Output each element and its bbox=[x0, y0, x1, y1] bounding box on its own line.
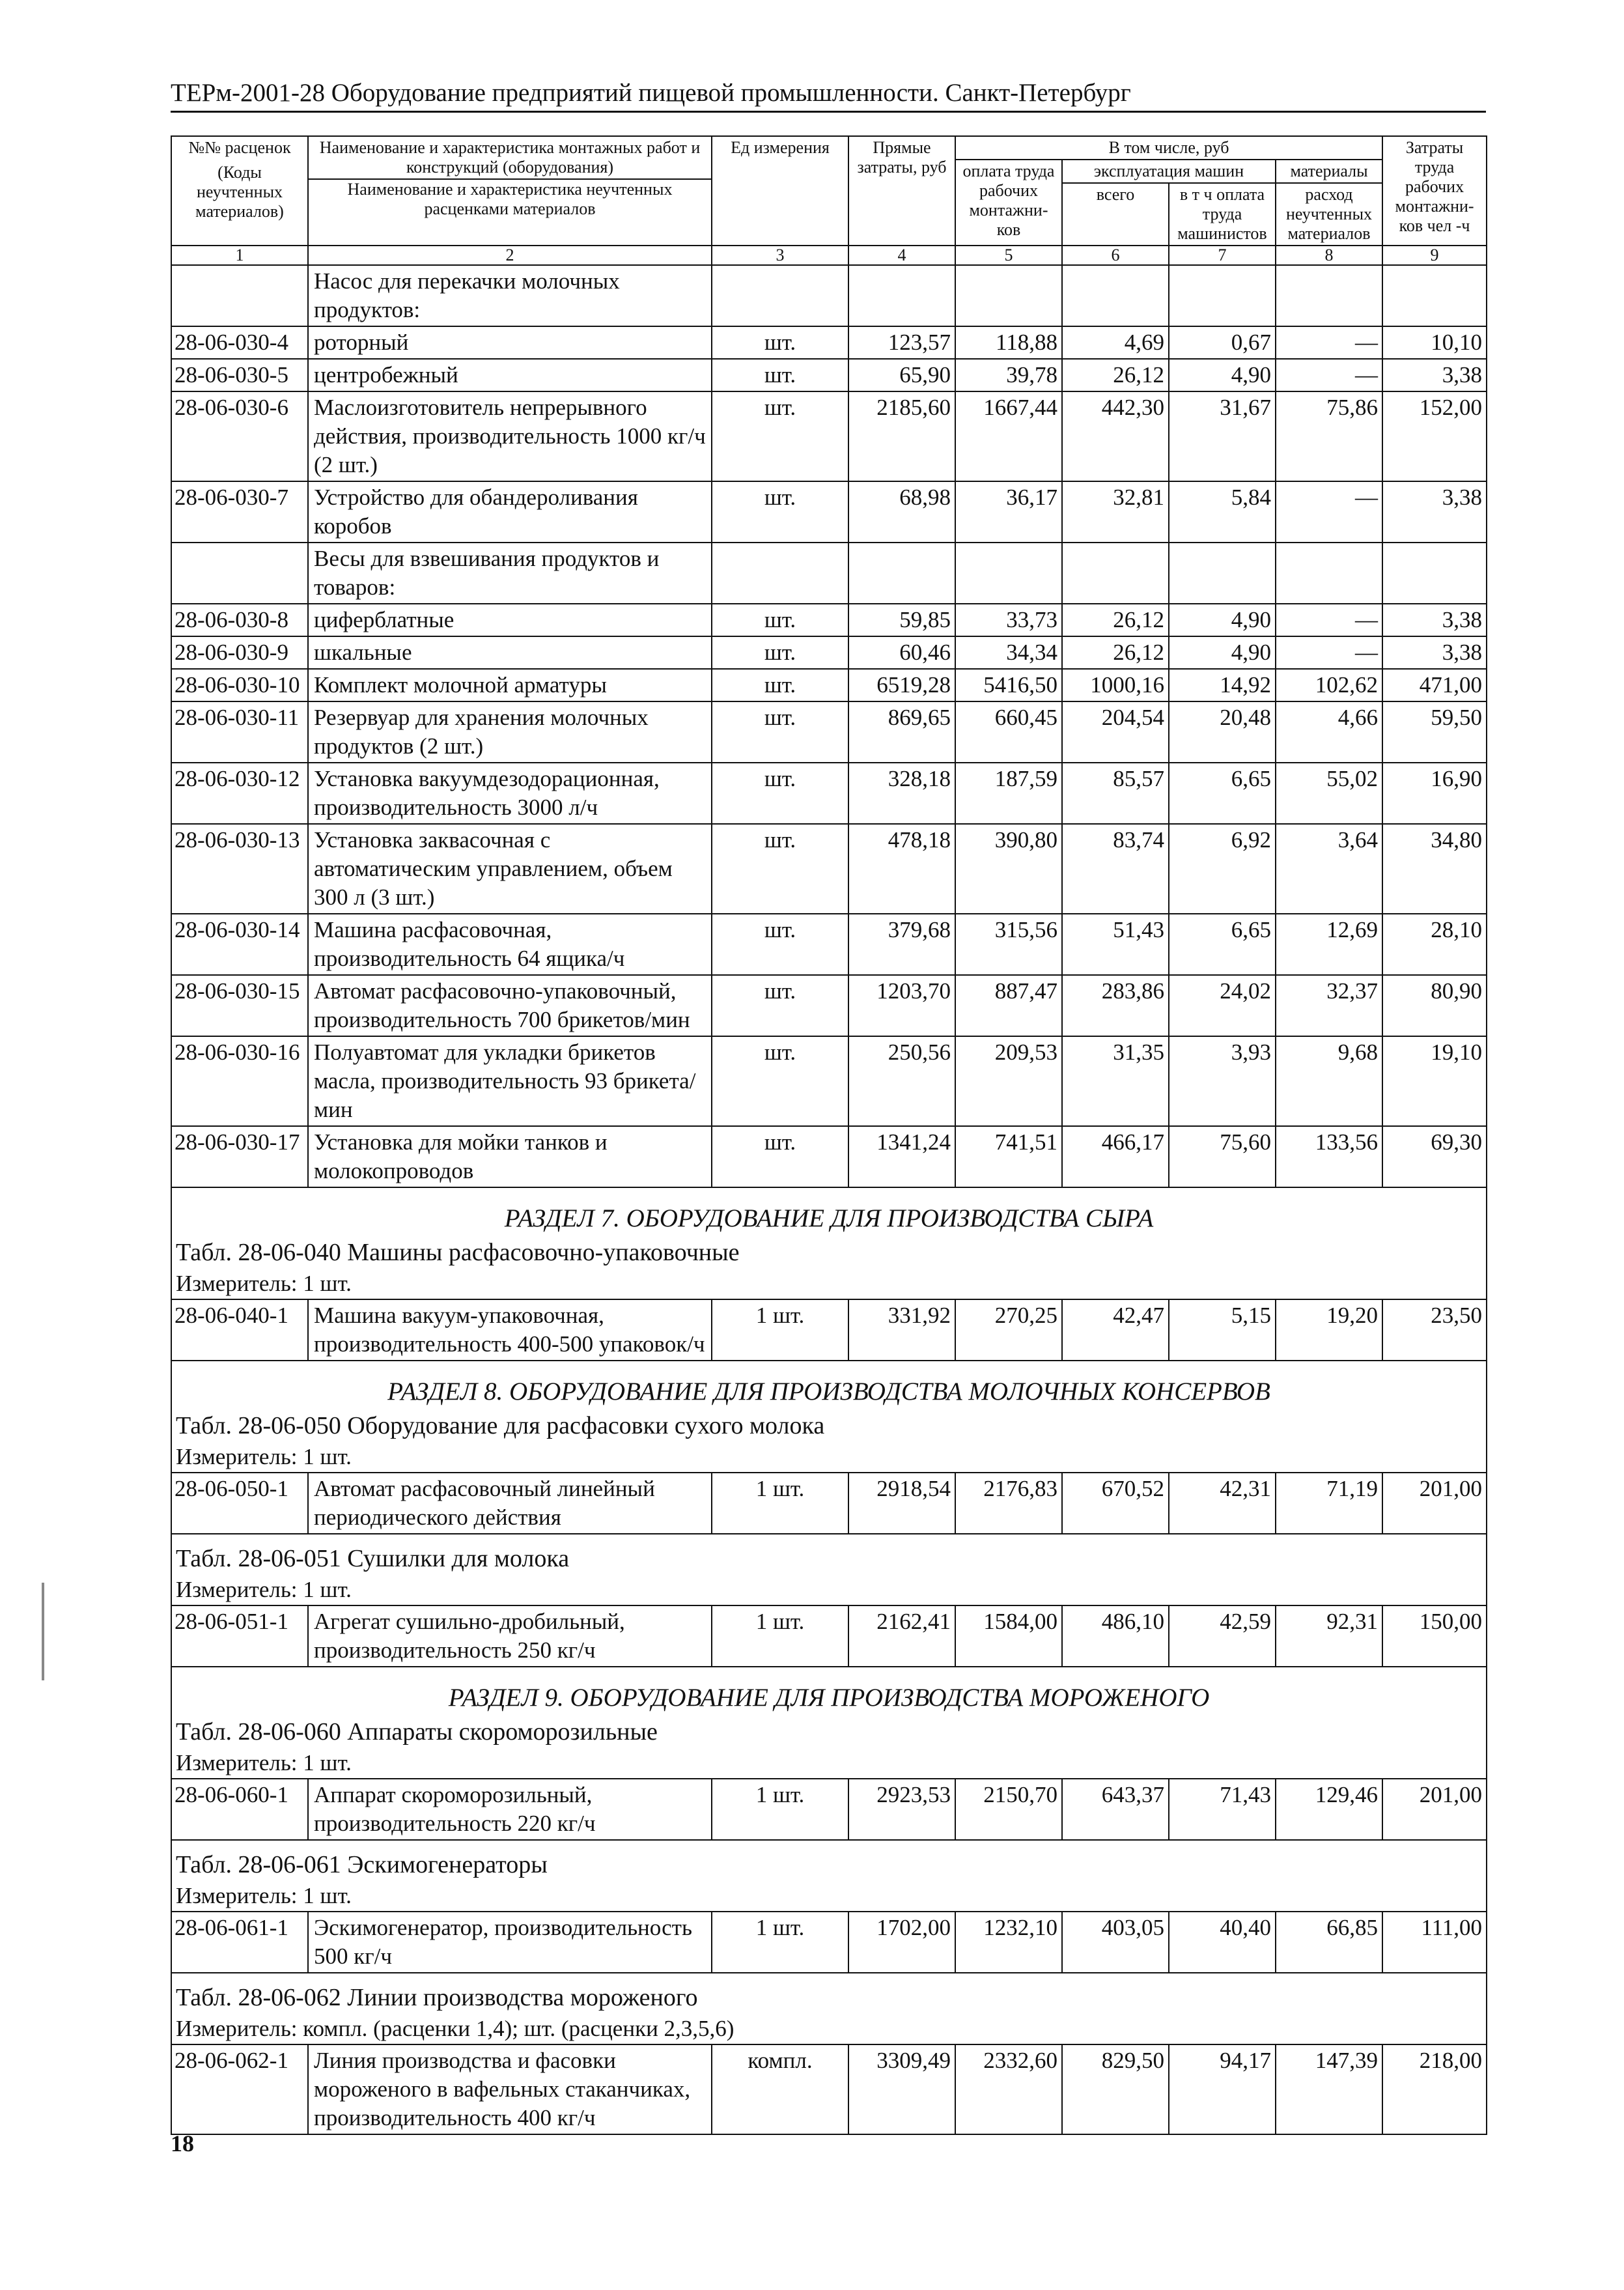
empty-cell bbox=[712, 543, 848, 604]
table-row bbox=[171, 481, 1487, 543]
rate-hours-cell: 3,38 bbox=[1382, 604, 1487, 636]
rate-mach-cell: 829,50 bbox=[1062, 2044, 1169, 2134]
meter-line: Измеритель: компл. (расценки 1,4); шт. (расценки 2,3,5,6) bbox=[171, 2014, 1487, 2044]
rate-mach-labor-cell: 6,65 bbox=[1169, 914, 1276, 975]
rate-direct-cell: 2185,60 bbox=[848, 391, 955, 481]
rate-code-cell: 28-06-030-12 bbox=[171, 763, 308, 824]
rate-labor-cell: 2332,60 bbox=[955, 2044, 1062, 2134]
rate-name-cell: Эскимогенератор, производительность 500 кг/ч bbox=[308, 1912, 712, 1973]
rate-unit-cell: шт. bbox=[712, 1126, 848, 1187]
rate-mach-labor-cell: 6,65 bbox=[1169, 763, 1276, 824]
rate-mach-labor-cell: 6,92 bbox=[1169, 824, 1276, 914]
rate-mach-labor-cell: 94,17 bbox=[1169, 2044, 1276, 2134]
rate-unit-cell: шт. bbox=[712, 481, 848, 543]
rate-direct-cell: 328,18 bbox=[848, 763, 955, 824]
header-code: №№ расценок (Коды неучтенных материалов) bbox=[171, 136, 308, 246]
rate-labor-cell: 887,47 bbox=[955, 975, 1062, 1036]
rate-mach-cell: 4,69 bbox=[1062, 326, 1169, 359]
rate-mach-labor-cell: 3,93 bbox=[1169, 1036, 1276, 1126]
table-row bbox=[171, 265, 1487, 326]
rate-unit-cell: компл. bbox=[712, 2044, 848, 2134]
rate-mach-cell: 26,12 bbox=[1062, 359, 1169, 391]
rate-code-cell: 28-06-060-1 bbox=[171, 1779, 308, 1840]
rate-code-cell: 28-06-051-1 bbox=[171, 1605, 308, 1667]
table-title: Табл. 28-06-040 Машины расфасовочно-упаковочные bbox=[171, 1236, 1487, 1269]
header-name: Наименование и характеристика монтажных работ и конструкций (оборудования) Наименование и характеристика неучтенных расценками материалов bbox=[308, 136, 712, 246]
rate-name-cell: шкальные bbox=[308, 636, 712, 669]
rate-direct-cell: 59,85 bbox=[848, 604, 955, 636]
rate-mat-cell: — bbox=[1276, 481, 1382, 543]
rate-name-cell: центробежный bbox=[308, 359, 712, 391]
rate-direct-cell: 250,56 bbox=[848, 1036, 955, 1126]
rate-mat-cell: 133,56 bbox=[1276, 1126, 1382, 1187]
rate-mat-cell: 4,66 bbox=[1276, 701, 1382, 763]
rate-code-cell: 28-06-030-5 bbox=[171, 359, 308, 391]
rate-name-cell: Машина вакуум-упаковочная, производительность 400-500 упаковок/ч bbox=[308, 1299, 712, 1361]
table-row bbox=[171, 636, 1487, 669]
section-title: РАЗДЕЛ 7. ОБОРУДОВАНИЕ ДЛЯ ПРОИЗВОДСТВА СЫРА bbox=[171, 1187, 1487, 1236]
rate-code-cell: 28-06-030-11 bbox=[171, 701, 308, 763]
empty-cell bbox=[1276, 265, 1382, 326]
rate-labor-cell: 187,59 bbox=[955, 763, 1062, 824]
rate-hours-cell: 201,00 bbox=[1382, 1779, 1487, 1840]
rate-name-cell: Устройство для обандероливания коробов bbox=[308, 481, 712, 543]
rate-labor-cell: 118,88 bbox=[955, 326, 1062, 359]
rate-hours-cell: 218,00 bbox=[1382, 2044, 1487, 2134]
rate-name-cell: Машина расфасовочная, производительность 64 ящика/ч bbox=[308, 914, 712, 975]
empty-cell bbox=[955, 265, 1062, 326]
rate-direct-cell: 2918,54 bbox=[848, 1473, 955, 1534]
rate-labor-cell: 5416,50 bbox=[955, 669, 1062, 701]
rate-labor-cell: 209,53 bbox=[955, 1036, 1062, 1126]
rate-hours-cell: 152,00 bbox=[1382, 391, 1487, 481]
rate-direct-cell: 3309,49 bbox=[848, 2044, 955, 2134]
rate-mat-cell: — bbox=[1276, 359, 1382, 391]
rate-mat-cell: 19,20 bbox=[1276, 1299, 1382, 1361]
rate-labor-cell: 2176,83 bbox=[955, 1473, 1062, 1534]
rate-mat-cell: 12,69 bbox=[1276, 914, 1382, 975]
rate-labor-cell: 741,51 bbox=[955, 1126, 1062, 1187]
rate-mach-cell: 643,37 bbox=[1062, 1779, 1169, 1840]
col-number: 9 bbox=[1382, 246, 1487, 265]
rate-code-cell: 28-06-030-14 bbox=[171, 914, 308, 975]
rate-unit-cell: шт. bbox=[712, 763, 848, 824]
rate-code-cell: 28-06-050-1 bbox=[171, 1473, 308, 1534]
rate-direct-cell: 123,57 bbox=[848, 326, 955, 359]
rate-code-cell: 28-06-062-1 bbox=[171, 2044, 308, 2134]
rate-code-cell: 28-06-040-1 bbox=[171, 1299, 308, 1361]
rate-code-cell: 28-06-061-1 bbox=[171, 1912, 308, 1973]
rate-labor-cell: 1584,00 bbox=[955, 1605, 1062, 1667]
rate-code-cell bbox=[171, 543, 308, 604]
rate-unit-cell: 1 шт. bbox=[712, 1912, 848, 1973]
header-unit: Ед измерения bbox=[712, 136, 848, 246]
rate-mat-cell: 66,85 bbox=[1276, 1912, 1382, 1973]
rate-mat-cell: 3,64 bbox=[1276, 824, 1382, 914]
table-row bbox=[171, 763, 1487, 824]
header-hours: Затраты труда рабочих монтажни-ков чел -ч bbox=[1382, 136, 1487, 246]
rate-unit-cell: шт. bbox=[712, 824, 848, 914]
table-title: Табл. 28-06-050 Оборудование для расфасовки сухого молока bbox=[171, 1409, 1487, 1442]
rate-direct-cell: 379,68 bbox=[848, 914, 955, 975]
rate-code-cell: 28-06-030-16 bbox=[171, 1036, 308, 1126]
header-materials-consumption: расход неучтенных материалов bbox=[1276, 183, 1382, 246]
rate-mach-cell: 83,74 bbox=[1062, 824, 1169, 914]
rate-unit-cell: шт. bbox=[712, 359, 848, 391]
rate-direct-cell: 1203,70 bbox=[848, 975, 955, 1036]
page-header: ТЕРм-2001-28 Оборудование предприятий пищевой промышленности. Санкт-Петербург bbox=[171, 77, 1486, 113]
rate-hours-cell: 59,50 bbox=[1382, 701, 1487, 763]
header-machinists-labor: в т ч оплата труда машинистов bbox=[1169, 183, 1276, 246]
rate-hours-cell: 3,38 bbox=[1382, 481, 1487, 543]
rate-labor-cell: 315,56 bbox=[955, 914, 1062, 975]
table-title: Табл. 28-06-061 Эскимогенераторы bbox=[171, 1840, 1487, 1881]
table-row bbox=[171, 604, 1487, 636]
table-row bbox=[171, 975, 1487, 1036]
table-title-row bbox=[171, 1840, 1487, 1881]
rate-mach-labor-cell: 5,84 bbox=[1169, 481, 1276, 543]
rate-hours-cell: 19,10 bbox=[1382, 1036, 1487, 1126]
rate-mach-labor-cell: 0,67 bbox=[1169, 326, 1276, 359]
col-number: 4 bbox=[848, 246, 955, 265]
rate-code-cell: 28-06-030-8 bbox=[171, 604, 308, 636]
rate-unit-cell: шт. bbox=[712, 701, 848, 763]
table-row bbox=[171, 1036, 1487, 1126]
rate-labor-cell: 33,73 bbox=[955, 604, 1062, 636]
rate-mach-labor-cell: 20,48 bbox=[1169, 701, 1276, 763]
header-direct: Прямые затраты, руб bbox=[848, 136, 955, 246]
table-row bbox=[171, 824, 1487, 914]
table-title-row bbox=[171, 1236, 1487, 1269]
rate-name-cell: Аппарат скороморозильный, производительность 220 кг/ч bbox=[308, 1779, 712, 1840]
rate-unit-cell: 1 шт. bbox=[712, 1299, 848, 1361]
rate-hours-cell: 471,00 bbox=[1382, 669, 1487, 701]
rate-unit-cell: 1 шт. bbox=[712, 1779, 848, 1840]
table-row bbox=[171, 914, 1487, 975]
rate-labor-cell: 390,80 bbox=[955, 824, 1062, 914]
rate-code-cell: 28-06-030-6 bbox=[171, 391, 308, 481]
rate-code-cell: 28-06-030-7 bbox=[171, 481, 308, 543]
rate-hours-cell: 10,10 bbox=[1382, 326, 1487, 359]
rate-mach-cell: 670,52 bbox=[1062, 1473, 1169, 1534]
rate-mat-cell: 147,39 bbox=[1276, 2044, 1382, 2134]
rate-unit-cell: шт. bbox=[712, 391, 848, 481]
empty-cell bbox=[1169, 265, 1276, 326]
rate-labor-cell: 1232,10 bbox=[955, 1912, 1062, 1973]
empty-cell bbox=[1382, 543, 1487, 604]
rate-mach-cell: 51,43 bbox=[1062, 914, 1169, 975]
table-row bbox=[171, 1473, 1487, 1534]
table-row bbox=[171, 1605, 1487, 1667]
rate-name-cell: Маслоизготовитель непрерывного действия, производительность 1000 кг/ч (2 шт.) bbox=[308, 391, 712, 481]
table-row bbox=[171, 2044, 1487, 2134]
rate-mat-cell: — bbox=[1276, 636, 1382, 669]
table-title-row bbox=[171, 1716, 1487, 1748]
rate-mach-labor-cell: 24,02 bbox=[1169, 975, 1276, 1036]
header-group: В том числе, руб bbox=[955, 136, 1382, 160]
table-row bbox=[171, 326, 1487, 359]
rate-direct-cell: 2923,53 bbox=[848, 1779, 955, 1840]
rate-hours-cell: 3,38 bbox=[1382, 359, 1487, 391]
col-number: 3 bbox=[712, 246, 848, 265]
rate-mat-cell: — bbox=[1276, 604, 1382, 636]
rate-mach-cell: 466,17 bbox=[1062, 1126, 1169, 1187]
rate-hours-cell: 111,00 bbox=[1382, 1912, 1487, 1973]
rate-mach-cell: 31,35 bbox=[1062, 1036, 1169, 1126]
group-heading-cell: Весы для взвешивания продуктов и товаров: bbox=[308, 543, 712, 604]
empty-cell bbox=[955, 543, 1062, 604]
rate-labor-cell: 1667,44 bbox=[955, 391, 1062, 481]
header-machines: эксплуатация машин bbox=[1062, 160, 1276, 183]
rate-mach-cell: 486,10 bbox=[1062, 1605, 1169, 1667]
rate-unit-cell: шт. bbox=[712, 636, 848, 669]
table-row bbox=[171, 391, 1487, 481]
rate-hours-cell: 28,10 bbox=[1382, 914, 1487, 975]
empty-cell bbox=[1062, 265, 1169, 326]
table-title-row bbox=[171, 1409, 1487, 1442]
rate-mach-cell: 85,57 bbox=[1062, 763, 1169, 824]
table-title-row bbox=[171, 1534, 1487, 1575]
meter-line-row bbox=[171, 1442, 1487, 1473]
rate-mach-labor-cell: 4,90 bbox=[1169, 359, 1276, 391]
rate-hours-cell: 150,00 bbox=[1382, 1605, 1487, 1667]
table-row bbox=[171, 543, 1487, 604]
rate-name-cell: роторный bbox=[308, 326, 712, 359]
rate-mat-cell: 102,62 bbox=[1276, 669, 1382, 701]
rate-mach-labor-cell: 14,92 bbox=[1169, 669, 1276, 701]
rate-mach-cell: 283,86 bbox=[1062, 975, 1169, 1036]
col-number: 5 bbox=[955, 246, 1062, 265]
rate-hours-cell: 3,38 bbox=[1382, 636, 1487, 669]
table-title-row bbox=[171, 1973, 1487, 2014]
rate-hours-cell: 69,30 bbox=[1382, 1126, 1487, 1187]
meter-line-row bbox=[171, 1575, 1487, 1605]
rate-mat-cell: 9,68 bbox=[1276, 1036, 1382, 1126]
rate-mach-cell: 26,12 bbox=[1062, 636, 1169, 669]
meter-line-row bbox=[171, 1269, 1487, 1299]
rate-code-cell: 28-06-030-10 bbox=[171, 669, 308, 701]
rate-mat-cell: 129,46 bbox=[1276, 1779, 1382, 1840]
rate-name-cell: Резервуар для хранения молочных продуктов (2 шт.) bbox=[308, 701, 712, 763]
table-row bbox=[171, 1299, 1487, 1361]
rate-mach-labor-cell: 4,90 bbox=[1169, 604, 1276, 636]
empty-cell bbox=[1382, 265, 1487, 326]
rate-mat-cell: 32,37 bbox=[1276, 975, 1382, 1036]
col-number: 2 bbox=[308, 246, 712, 265]
rate-labor-cell: 34,34 bbox=[955, 636, 1062, 669]
rate-labor-cell: 270,25 bbox=[955, 1299, 1062, 1361]
rate-hours-cell: 23,50 bbox=[1382, 1299, 1487, 1361]
rate-direct-cell: 2162,41 bbox=[848, 1605, 955, 1667]
rate-unit-cell: шт. bbox=[712, 1036, 848, 1126]
rate-hours-cell: 16,90 bbox=[1382, 763, 1487, 824]
col-number: 8 bbox=[1276, 246, 1382, 265]
rate-mat-cell: 71,19 bbox=[1276, 1473, 1382, 1534]
rate-code-cell bbox=[171, 265, 308, 326]
rate-name-cell: Автомат расфасовочный линейный периодического действия bbox=[308, 1473, 712, 1534]
rate-mat-cell: — bbox=[1276, 326, 1382, 359]
rate-direct-cell: 331,92 bbox=[848, 1299, 955, 1361]
rate-hours-cell: 201,00 bbox=[1382, 1473, 1487, 1534]
meter-line: Измеритель: 1 шт. bbox=[171, 1881, 1487, 1912]
rate-mach-cell: 42,47 bbox=[1062, 1299, 1169, 1361]
rate-mach-cell: 204,54 bbox=[1062, 701, 1169, 763]
rates-table bbox=[171, 135, 1487, 2135]
rate-unit-cell: шт. bbox=[712, 914, 848, 975]
rate-labor-cell: 36,17 bbox=[955, 481, 1062, 543]
col-number: 1 bbox=[171, 246, 308, 265]
header-machines-total: всего bbox=[1062, 183, 1169, 246]
meter-line: Измеритель: 1 шт. bbox=[171, 1575, 1487, 1605]
section-title-row bbox=[171, 1667, 1487, 1716]
rate-mach-cell: 442,30 bbox=[1062, 391, 1169, 481]
rate-name-cell: циферблатные bbox=[308, 604, 712, 636]
table-row bbox=[171, 359, 1487, 391]
page-number: 18 bbox=[171, 2130, 194, 2156]
meter-line-row bbox=[171, 2014, 1487, 2044]
rate-mach-labor-cell: 75,60 bbox=[1169, 1126, 1276, 1187]
rate-unit-cell: шт. bbox=[712, 326, 848, 359]
rate-code-cell: 28-06-030-13 bbox=[171, 824, 308, 914]
rate-mat-cell: 75,86 bbox=[1276, 391, 1382, 481]
rate-mach-cell: 1000,16 bbox=[1062, 669, 1169, 701]
rate-labor-cell: 39,78 bbox=[955, 359, 1062, 391]
rate-code-cell: 28-06-030-17 bbox=[171, 1126, 308, 1187]
rate-name-cell: Линия производства и фасовки мороженого в вафельных стаканчиках, производительность 400 кг/ч bbox=[308, 2044, 712, 2134]
rate-mach-labor-cell: 42,31 bbox=[1169, 1473, 1276, 1534]
rate-unit-cell: шт. bbox=[712, 975, 848, 1036]
empty-cell bbox=[848, 265, 955, 326]
group-heading-cell: Насос для перекачки молочных продуктов: bbox=[308, 265, 712, 326]
rate-mach-labor-cell: 5,15 bbox=[1169, 1299, 1276, 1361]
rate-name-cell: Установка для мойки танков и молокопроводов bbox=[308, 1126, 712, 1187]
col-number: 6 bbox=[1062, 246, 1169, 265]
section-title: РАЗДЕЛ 9. ОБОРУДОВАНИЕ ДЛЯ ПРОИЗВОДСТВА МОРОЖЕНОГО bbox=[171, 1667, 1487, 1716]
table-row bbox=[171, 1779, 1487, 1840]
rate-name-cell: Комплект молочной арматуры bbox=[308, 669, 712, 701]
rate-hours-cell: 34,80 bbox=[1382, 824, 1487, 914]
rate-unit-cell: 1 шт. bbox=[712, 1605, 848, 1667]
rate-mach-cell: 26,12 bbox=[1062, 604, 1169, 636]
rate-mach-labor-cell: 4,90 bbox=[1169, 636, 1276, 669]
col-number: 7 bbox=[1169, 246, 1276, 265]
rate-mach-cell: 403,05 bbox=[1062, 1912, 1169, 1973]
rate-hours-cell: 80,90 bbox=[1382, 975, 1487, 1036]
rate-unit-cell: 1 шт. bbox=[712, 1473, 848, 1534]
table-title: Табл. 28-06-060 Аппараты скороморозильные bbox=[171, 1716, 1487, 1748]
meter-line-row bbox=[171, 1748, 1487, 1779]
rate-name-cell: Установка вакуумдезодорационная, производительность 3000 л/ч bbox=[308, 763, 712, 824]
meter-line: Измеритель: 1 шт. bbox=[171, 1269, 1487, 1299]
rate-mach-labor-cell: 40,40 bbox=[1169, 1912, 1276, 1973]
rate-direct-cell: 1702,00 bbox=[848, 1912, 955, 1973]
rate-direct-cell: 6519,28 bbox=[848, 669, 955, 701]
table-title: Табл. 28-06-062 Линии производства мороженого bbox=[171, 1973, 1487, 2014]
table-row bbox=[171, 1912, 1487, 1973]
rate-unit-cell: шт. bbox=[712, 604, 848, 636]
table-row bbox=[171, 701, 1487, 763]
table-title: Табл. 28-06-051 Сушилки для молока bbox=[171, 1534, 1487, 1575]
rate-name-cell: Полуавтомат для укладки брикетов масла, производительность 93 брикета/мин bbox=[308, 1036, 712, 1126]
rate-mach-cell: 32,81 bbox=[1062, 481, 1169, 543]
rate-mach-labor-cell: 71,43 bbox=[1169, 1779, 1276, 1840]
empty-cell bbox=[1276, 543, 1382, 604]
rate-code-cell: 28-06-030-15 bbox=[171, 975, 308, 1036]
table-row bbox=[171, 669, 1487, 701]
meter-line: Измеритель: 1 шт. bbox=[171, 1748, 1487, 1779]
rate-mat-cell: 55,02 bbox=[1276, 763, 1382, 824]
section-title-row bbox=[171, 1361, 1487, 1409]
section-title: РАЗДЕЛ 8. ОБОРУДОВАНИЕ ДЛЯ ПРОИЗВОДСТВА МОЛОЧНЫХ КОНСЕРВОВ bbox=[171, 1361, 1487, 1409]
rate-name-cell: Установка заквасочная с автоматическим управлением, объем 300 л (3 шт.) bbox=[308, 824, 712, 914]
rate-mach-labor-cell: 31,67 bbox=[1169, 391, 1276, 481]
rate-direct-cell: 1341,24 bbox=[848, 1126, 955, 1187]
rate-name-cell: Автомат расфасовочно-упаковочный, производительность 700 брикетов/мин bbox=[308, 975, 712, 1036]
rate-code-cell: 28-06-030-9 bbox=[171, 636, 308, 669]
rate-direct-cell: 869,65 bbox=[848, 701, 955, 763]
rate-direct-cell: 65,90 bbox=[848, 359, 955, 391]
empty-cell bbox=[712, 265, 848, 326]
meter-line-row bbox=[171, 1881, 1487, 1912]
empty-cell bbox=[848, 543, 955, 604]
rate-direct-cell: 60,46 bbox=[848, 636, 955, 669]
rate-mach-labor-cell: 42,59 bbox=[1169, 1605, 1276, 1667]
rate-labor-cell: 2150,70 bbox=[955, 1779, 1062, 1840]
rate-unit-cell: шт. bbox=[712, 669, 848, 701]
rate-direct-cell: 68,98 bbox=[848, 481, 955, 543]
empty-cell bbox=[1169, 543, 1276, 604]
empty-cell bbox=[1062, 543, 1169, 604]
rate-mat-cell: 92,31 bbox=[1276, 1605, 1382, 1667]
rate-direct-cell: 478,18 bbox=[848, 824, 955, 914]
header-materials: материалы bbox=[1276, 160, 1382, 183]
scan-mark bbox=[42, 1583, 44, 1680]
rate-labor-cell: 660,45 bbox=[955, 701, 1062, 763]
rate-code-cell: 28-06-030-4 bbox=[171, 326, 308, 359]
rate-name-cell: Агрегат сушильно-дробильный, производительность 250 кг/ч bbox=[308, 1605, 712, 1667]
meter-line: Измеритель: 1 шт. bbox=[171, 1442, 1487, 1473]
table-row bbox=[171, 1126, 1487, 1187]
section-title-row bbox=[171, 1187, 1487, 1236]
header-labor: оплата труда рабочих монтажни-ков bbox=[955, 160, 1062, 246]
